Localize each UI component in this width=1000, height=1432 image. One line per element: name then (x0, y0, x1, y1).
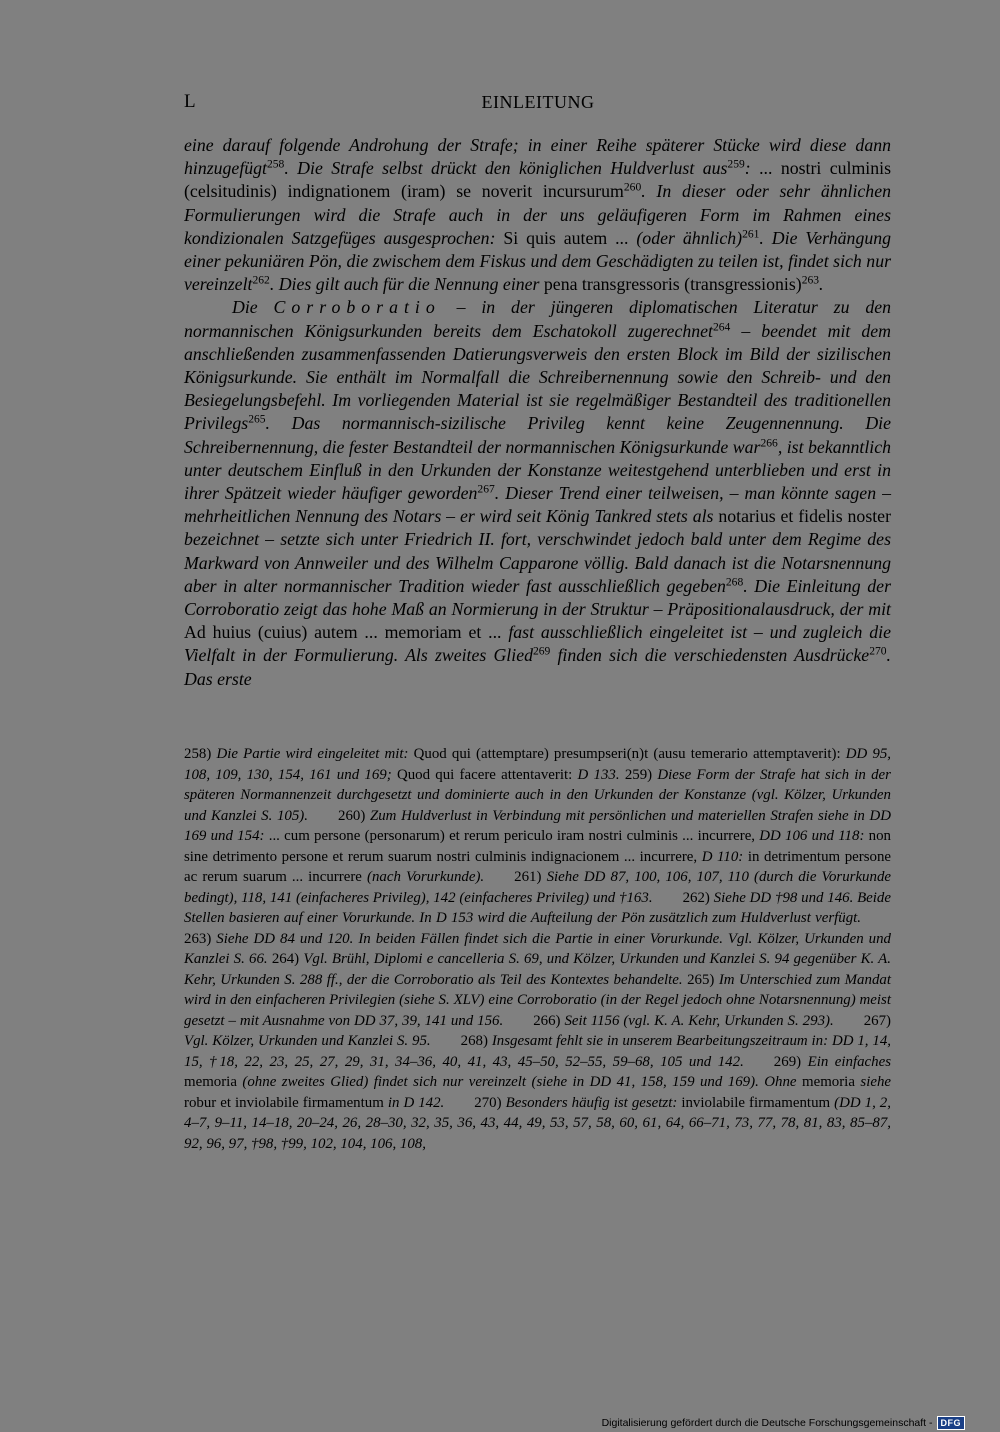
footnote-text: Die Partie wird eingeleitet mit: (216, 746, 414, 762)
footnote-text: Vgl. Brühl, Diplomi e cancelleria S. 69, und Kölzer, Urkunden und Kanzlei S. 94 gegenüber K. A. Kehr, Urkunden S. 288 ff., der die Corroboratio als Teil des Kontextes behandelte. (184, 951, 891, 988)
text-run: . Dieser Trend einer teilweisen, – man könnte sagen – mehrheitlichen Nennung des Notars – er wird seit König Tankred stets als (184, 483, 891, 527)
text-run: bezeichnet – setzte sich unter Friedrich II. fort, verschwindet jedoch bald unter dem Regime des Markward von Annweiler und des Wilhelm Capparone völlig. Bald danach ist die Notarsnennung aber in alter normannischer Tradition wieder fast ausschließlich gegeben (184, 529, 891, 596)
dfg-logo[interactable]: DFG (937, 1416, 966, 1430)
footnote-text: Seit 1156 (vgl. K. A. Kehr, Urkunden S. 293). (564, 1012, 834, 1029)
text-run: . Dies gilt auch für die Nennung einer (269, 274, 544, 295)
latin-quote: pena transgressoris (transgressionis) (543, 274, 802, 295)
text-run: – beendet mit dem anschließenden zusammenfassenden Datierungsverweis den ersten Block im Bild der sizilischen Königsurkunde. Sie enthält im Normalfall die Schreibernennung sowie den Schreib- und den Besiegelungsbefehl. Im vorliegenden Material ist sie regelmäßiger Bestandteil des traditionellen Privilegs (184, 320, 891, 434)
footnote-number: 269) (773, 1053, 802, 1070)
latin-quote: in detrimentum persone ac rerum suarum ... incurrere (184, 848, 891, 885)
latin-quote: ... cum persone (personarum) et rerum periculo iram nostri culminis ... incurrere, (268, 828, 760, 844)
text-run: . Die Einleitung der Corroboratio zeigt das hohe Maß an Normierung in der Struktur – Präpositionalausdruck, der mit (184, 575, 891, 620)
footnote-text: Ein einfaches (807, 1053, 891, 1070)
text-run: eine darauf folgende Androhung der Strafe; in einer Reihe späterer Stücke wird diese dann hinzugefügt (184, 135, 891, 179)
footnote-text: in D 142. (383, 1094, 445, 1111)
running-head: EINLEITUNG (481, 92, 595, 112)
footnote-number: 266) (533, 1012, 561, 1029)
footnote-text: Siehe DD 87, 100, 106, 107, 110 (durch die Vorurkunde bedingt), 118, 141 (einfacheres Privileg), 142 (einfacheres Privileg) und †163. (184, 869, 892, 906)
text-run: . Die Strafe selbst drückt den königlichen Huldverlust aus (284, 158, 728, 179)
footnote-ref-269[interactable]: 269 (532, 645, 551, 659)
footnote-number: 268) (460, 1033, 488, 1049)
footnote-ref-261[interactable]: 261 (742, 227, 760, 241)
latin-quote: inviolabile firmamentum (681, 1094, 831, 1111)
latin-quote: Quod qui (attemptare) presumpseri(n)t (ausu temerario attemptaverit): (413, 746, 846, 762)
footnote-ref-270[interactable]: 270 (869, 645, 887, 659)
text-run: . Das normannisch-sizilische Privileg kennt keine Zeugennennung. Die Schreibernennung, die fester Bestandteil der normannischen Königsurkunde war (184, 413, 891, 457)
footnote-ref-258[interactable]: 258 (266, 157, 285, 171)
footnote-number: 263) (184, 930, 212, 947)
paragraph-1 (184, 134, 891, 296)
footnote-ref-264[interactable]: 264 (712, 320, 731, 334)
footnote-text: (nach Vorurkunde). (366, 869, 485, 885)
footnote-text: DD 106 und 118: (759, 828, 869, 844)
latin-quote: non sine detrimento persone et rerum suarum nostri culminis indignacionem ... incurrere, (184, 828, 891, 865)
spaced-term: Corroboratio (273, 297, 441, 318)
main-text (184, 134, 891, 691)
text-run: . In dieser oder sehr ähnlichen Formulierungen wird die Strafe auch in der uns geläufigeren Form im Rahmen eines kondizionalen Satzgefüges ausgesprochen: (184, 181, 891, 248)
footnotes (184, 744, 891, 1154)
footnote-number: 265) (687, 971, 715, 988)
footnote-ref-263[interactable]: 263 (801, 273, 820, 287)
text-run: . Das erste (184, 645, 891, 689)
paragraph-2 (184, 296, 891, 690)
latin-quote: Ad huius (cuius) autem ... memoriam et ... (184, 622, 502, 643)
text-run: Die (232, 297, 274, 318)
footnote-number: 264) (271, 951, 300, 967)
text-run: . Die Verhängung einer pekuniären Pön, die zwischem dem Fiskus und dem Geschädigten zu teilen ist, findet sich nur vereinzelt (184, 227, 892, 295)
text-run: : (744, 158, 760, 179)
footnote-text: D 133. (577, 766, 620, 783)
text-run: fast ausschließlich eingeleitet ist – und zugleich die Vielfalt in der Formulierung. Als zweites Glied (184, 622, 891, 666)
footnote-text: Vgl. Kölzer, Urkunden und Kanzlei S. 95. (184, 1033, 431, 1049)
footnote-text: Siehe DD 84 und 120. In beiden Fällen findet sich die Partie in einer Vorurkunde. Vgl. Kölzer, Urkunden und Kanzlei S. 66. (184, 930, 891, 967)
footnote-number: 267) (863, 1012, 891, 1029)
latin-quote: Quod qui facere attentaverit: (396, 766, 578, 783)
footnote-text: Zum Huldverlust in Verbindung mit persönlichen und materiellen Strafen siehe in DD 169 und 154: (184, 807, 891, 844)
footnote-ref-268[interactable]: 268 (725, 575, 744, 589)
footnote-ref-265[interactable]: 265 (248, 413, 266, 427)
latin-quote: memoria (802, 1074, 855, 1090)
footnote-text: Im Unterschied zum Mandat wird in den einfacheren Privilegien (siehe S. XLV) eine Corroboratio (in der Regel jedoch ohne Notarsnennung) meist gesetzt – mit Ausnahme von DD 37, 39, 141 und 156. (184, 971, 891, 1029)
footnote-ref-262[interactable]: 262 (252, 273, 270, 287)
footnote-number: 270) (474, 1094, 502, 1111)
funding-notice: Digitalisierung gefördert durch die Deutsche Forschungsgemeinschaft - (601, 1417, 933, 1429)
footnote-block (184, 744, 891, 1154)
page-number: L (184, 91, 196, 112)
latin-quote: memoria (184, 1074, 237, 1090)
footnote-number: 260) (338, 807, 366, 824)
latin-quote: notarius et fidelis noster (718, 506, 891, 527)
text-run: , ist bekanntlich unter deutschem Einfluß in den Urkunden der Konstanze weitestgehend unterblieben und erst in ihrer Spätzeit wieder häufiger geworden (184, 436, 891, 504)
text-run: (oder ähnlich) (628, 227, 743, 248)
footnote-number: 258) (184, 746, 212, 762)
footnote-ref-267[interactable]: 267 (477, 482, 495, 496)
footnote-text: Diese Form der Strafe hat sich in der späteren Normannenzeit durchgesetzt und dominierte auch in den Urkunden der Konstanze (vgl. Kölzer, Urkunden und Kanzlei S. 105). (184, 766, 891, 824)
footnote-ref-266[interactable]: 266 (760, 436, 778, 450)
footnote-number: 259) (624, 766, 653, 783)
footnote-text: Siehe DD †98 und 146. Beide Stellen basieren auf einer Vorurkunde. In D 153 wird die Aufteilung der Pön zusätzlich zum Huldverlust verfügt. (184, 889, 891, 926)
latin-quote: Si quis autem ... (503, 227, 629, 248)
footnote-number: 262) (682, 889, 710, 906)
footnote-ref-260[interactable]: 260 (623, 181, 642, 195)
latin-quote: robur et inviolabile firmamentum (184, 1094, 384, 1111)
footnote-text: Besonders häufig ist gesetzt: (505, 1094, 682, 1111)
footnote-text: D 110: (701, 848, 748, 865)
text-run: . (819, 274, 824, 295)
footnote-number: 261) (514, 869, 542, 885)
text-run: finden sich die verschiedensten Ausdrücke (550, 645, 870, 666)
footnote-text: (DD 1, 2, 4–7, 9–11, 14–18, 20–24, 26, 28–30, 32, 35, 36, 43, 44, 49, 53, 57, 58, 60, 61, 64, 66–71, 73, 77, 78, 81, 83, 85–87, 92, 96, 97, †98, †99, 102, 104, 106, 108, (184, 1094, 891, 1152)
digitization-footer (602, 1416, 965, 1430)
footnote-text: (ohne zweites Glied) findet sich nur vereinzelt (siehe in DD 41, 158, 159 und 169). Ohne (236, 1074, 802, 1090)
latin-quote: ... nostri culminis (celsitudinis) indignationem (iram) se noverit incursurum (184, 158, 891, 202)
footnote-ref-259[interactable]: 259 (727, 157, 745, 171)
footnote-text: Insgesamt fehlt sie in unserem Bearbeitungszeitraum in: DD 1, 14, 15, †18, 22, 23, 25, 27, 29, 31, 34–36, 40, 41, 43, 45–50, 52–55, 59–68, 105 und 142. (184, 1033, 892, 1070)
footnote-text: DD 95, 108, 109, 130, 154, 161 und 169; (184, 746, 891, 783)
text-run: – in der jüngeren diplomatischen Literatur zu den normannischen Königsurkunden bereits dem Eschatokoll zugerechnet (184, 297, 891, 341)
footnote-text: siehe (854, 1074, 891, 1090)
